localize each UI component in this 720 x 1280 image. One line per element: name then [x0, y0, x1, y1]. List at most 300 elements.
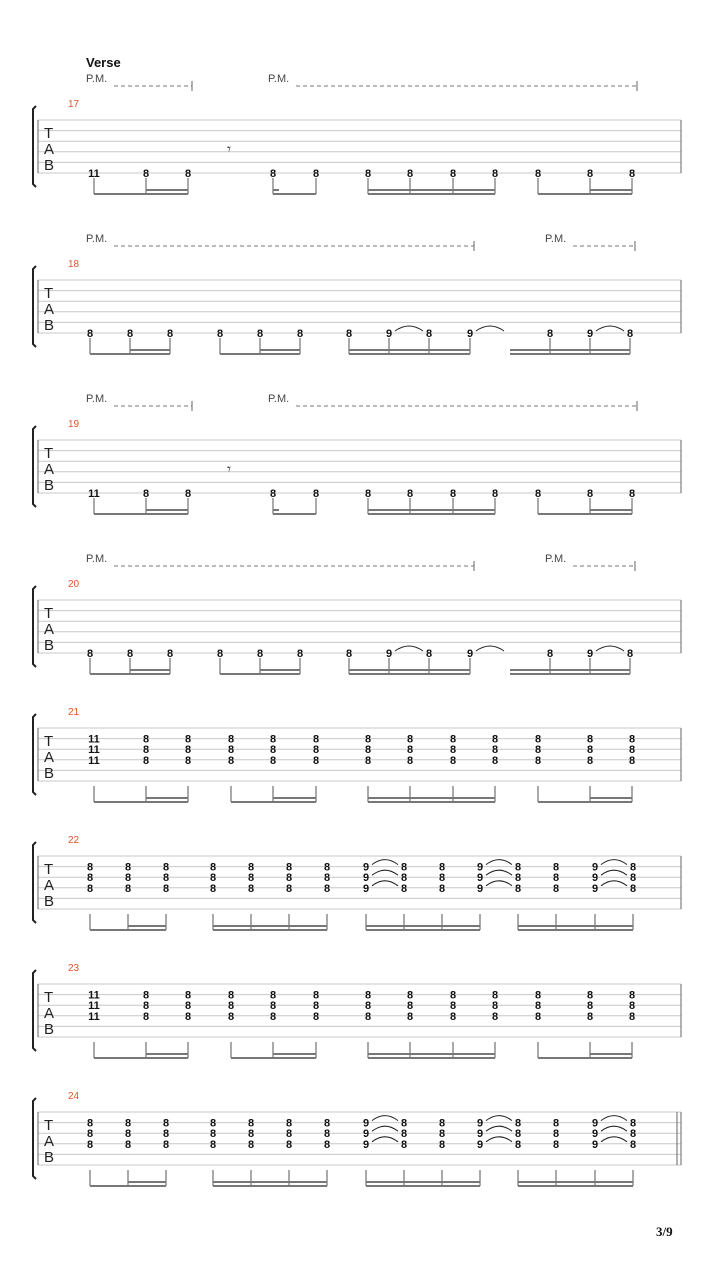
- tie-arc: [476, 646, 504, 651]
- tab-system: [33, 393, 681, 514]
- tab-letter-t: T: [44, 445, 54, 462]
- fret-number: 8: [86, 648, 94, 660]
- tab-letter-t: T: [44, 125, 54, 142]
- fret-number: 8: [162, 861, 170, 874]
- tab-letter-a: A: [44, 1133, 55, 1150]
- tab-letter-b: B: [44, 893, 55, 910]
- fret-number: 8: [227, 1010, 235, 1023]
- tie-arc: [601, 1126, 627, 1131]
- fret-number: 8: [629, 861, 637, 874]
- fret-number: 8: [364, 733, 372, 746]
- fret-number: 8: [296, 328, 304, 340]
- fret-number: 9: [466, 648, 474, 660]
- fret-number: 8: [345, 648, 353, 660]
- fret-number: 8: [162, 882, 170, 895]
- fret-number: 8: [285, 882, 293, 895]
- fret-number: 8: [216, 648, 224, 660]
- fret-number: 8: [626, 648, 634, 660]
- fret-number: 8: [552, 861, 560, 874]
- fret-number: 8: [184, 168, 192, 180]
- fret-number: 8: [629, 872, 637, 885]
- fret-number: 8: [438, 861, 446, 874]
- fret-number: 8: [142, 1000, 150, 1013]
- fret-number: 11: [88, 754, 100, 767]
- fret-number: 8: [364, 488, 372, 500]
- fret-number: 8: [86, 882, 94, 895]
- tab-letter-b: B: [44, 637, 55, 654]
- fret-number: 8: [256, 328, 264, 340]
- fret-number: 8: [142, 733, 150, 746]
- fret-number: 8: [323, 1128, 331, 1141]
- fret-number: 8: [323, 882, 331, 895]
- fret-number: 9: [385, 328, 393, 340]
- tab-letter-t: T: [44, 733, 54, 750]
- fret-number: 8: [491, 754, 499, 767]
- fret-number: 8: [514, 872, 522, 885]
- fret-number: 9: [466, 328, 474, 340]
- fret-number: 8: [400, 1128, 408, 1141]
- fret-number: 8: [628, 733, 636, 746]
- tab-letter-a: A: [44, 621, 55, 638]
- measure-number: 23: [68, 963, 80, 974]
- fret-number: 8: [126, 648, 134, 660]
- measure-number: 22: [68, 835, 80, 846]
- fret-number: 8: [124, 861, 132, 874]
- fret-number: 8: [629, 1128, 637, 1141]
- systems: [33, 73, 681, 1186]
- system-brace: [33, 714, 36, 795]
- system-brace: [33, 970, 36, 1051]
- tie-arc: [601, 860, 627, 865]
- fret-number: 9: [476, 1117, 484, 1130]
- palm-mute-label: P.M.: [545, 233, 567, 245]
- fret-number: 8: [166, 328, 174, 340]
- fret-number: 8: [628, 488, 636, 500]
- fret-number: 9: [591, 872, 599, 885]
- fret-number: 8: [628, 1000, 636, 1013]
- fret-number: 8: [269, 1010, 277, 1023]
- fret-number: 8: [227, 754, 235, 767]
- fret-number: 9: [362, 1128, 370, 1141]
- fret-number: 8: [364, 1010, 372, 1023]
- tie-arc: [372, 1116, 398, 1121]
- fret-number: 8: [491, 1000, 499, 1013]
- fret-number: 11: [88, 989, 100, 1002]
- fret-number: 8: [425, 648, 433, 660]
- fret-number: 8: [142, 1010, 150, 1023]
- fret-number: 8: [285, 872, 293, 885]
- tab-letter-a: A: [44, 877, 55, 894]
- measure-number: 21: [68, 707, 80, 718]
- palm-mute-label: P.M.: [86, 73, 108, 85]
- fret-number: 8: [400, 882, 408, 895]
- tab-letter-b: B: [44, 477, 55, 494]
- fret-number: 8: [269, 168, 277, 180]
- fret-number: 8: [364, 744, 372, 757]
- tab-letter-b: B: [44, 1021, 55, 1038]
- fret-number: 8: [406, 488, 414, 500]
- tie-arc: [372, 881, 398, 886]
- tab-letter-t: T: [44, 861, 54, 878]
- fret-number: 8: [269, 744, 277, 757]
- fret-number: 8: [449, 744, 457, 757]
- tab-system: [33, 707, 681, 802]
- fret-number: 8: [86, 861, 94, 874]
- fret-number: 8: [269, 989, 277, 1002]
- tab-letter-a: A: [44, 301, 55, 318]
- measure-number: 18: [68, 259, 80, 270]
- tie-arc: [601, 881, 627, 886]
- fret-number: 9: [476, 1128, 484, 1141]
- fret-number: 11: [88, 168, 100, 180]
- fret-number: 8: [586, 1000, 594, 1013]
- fret-number: 8: [449, 488, 457, 500]
- tab-letter-a: A: [44, 749, 55, 766]
- fret-number: 8: [546, 328, 554, 340]
- fret-number: 8: [586, 168, 594, 180]
- tab-system: [33, 553, 681, 674]
- fret-number: 8: [491, 989, 499, 1002]
- fret-number: 11: [88, 733, 100, 746]
- fret-number: 11: [88, 1000, 100, 1013]
- fret-number: 8: [400, 861, 408, 874]
- fret-number: 8: [184, 754, 192, 767]
- fret-number: 8: [184, 488, 192, 500]
- fret-number: 8: [534, 989, 542, 1002]
- tie-arc: [486, 1126, 512, 1131]
- fret-number: 8: [216, 328, 224, 340]
- tab-system: [33, 1091, 681, 1186]
- fret-number: 9: [591, 1128, 599, 1141]
- fret-number: 9: [476, 872, 484, 885]
- system-brace: [33, 586, 36, 667]
- fret-number: 9: [591, 1117, 599, 1130]
- measure-number: 17: [68, 99, 80, 110]
- fret-number: 11: [88, 488, 100, 500]
- fret-number: 8: [227, 744, 235, 757]
- system-brace: [33, 1098, 36, 1179]
- fret-number: 9: [362, 1117, 370, 1130]
- fret-number: 8: [86, 1117, 94, 1130]
- fret-number: 8: [586, 488, 594, 500]
- tab-letter-t: T: [44, 605, 54, 622]
- fret-number: 9: [591, 861, 599, 874]
- fret-number: 8: [162, 1138, 170, 1151]
- fret-number: 8: [491, 733, 499, 746]
- fret-number: 11: [88, 1010, 100, 1023]
- fret-number: 8: [534, 744, 542, 757]
- fret-number: 9: [476, 861, 484, 874]
- fret-number: 8: [247, 882, 255, 895]
- palm-mute-label: P.M.: [86, 553, 108, 565]
- tie-arc: [395, 326, 423, 331]
- fret-number: 8: [227, 733, 235, 746]
- tie-arc: [486, 1116, 512, 1121]
- fret-number: 8: [285, 1128, 293, 1141]
- fret-number: 8: [534, 488, 542, 500]
- fret-number: 8: [514, 1138, 522, 1151]
- fret-number: 8: [227, 1000, 235, 1013]
- fret-number: 8: [209, 882, 217, 895]
- fret-number: 8: [209, 1128, 217, 1141]
- tie-arc: [596, 326, 624, 331]
- measure-number: 19: [68, 419, 80, 430]
- fret-number: 8: [586, 744, 594, 757]
- fret-number: 9: [362, 882, 370, 895]
- fret-number: 8: [209, 1117, 217, 1130]
- tab-letter-t: T: [44, 285, 54, 302]
- tab-system: [33, 835, 681, 930]
- fret-number: 8: [406, 754, 414, 767]
- tie-arc: [601, 1137, 627, 1142]
- fret-number: 8: [209, 1138, 217, 1151]
- fret-number: 8: [312, 488, 320, 500]
- fret-number: 8: [142, 168, 150, 180]
- page-number: 3/9: [656, 1224, 673, 1239]
- fret-number: 8: [184, 1000, 192, 1013]
- fret-number: 8: [209, 861, 217, 874]
- fret-number: 8: [400, 872, 408, 885]
- fret-number: 8: [312, 1000, 320, 1013]
- fret-number: 8: [425, 328, 433, 340]
- fret-number: 8: [184, 733, 192, 746]
- fret-number: 8: [438, 1117, 446, 1130]
- fret-number: 8: [514, 882, 522, 895]
- fret-number: 8: [629, 882, 637, 895]
- fret-number: 8: [184, 744, 192, 757]
- fret-number: 8: [491, 744, 499, 757]
- fret-number: 9: [362, 861, 370, 874]
- fret-number: 8: [86, 872, 94, 885]
- fret-number: 8: [552, 1128, 560, 1141]
- fret-number: 8: [142, 488, 150, 500]
- tab-letter-t: T: [44, 989, 54, 1006]
- fret-number: 8: [269, 754, 277, 767]
- fret-number: 8: [534, 733, 542, 746]
- palm-mute-label: P.M.: [86, 233, 108, 245]
- fret-number: 9: [586, 328, 594, 340]
- fret-number: 8: [406, 168, 414, 180]
- fret-number: 8: [323, 861, 331, 874]
- tab-letter-a: A: [44, 461, 55, 478]
- fret-number: 8: [449, 168, 457, 180]
- fret-number: 8: [86, 1128, 94, 1141]
- fret-number: 8: [400, 1117, 408, 1130]
- fret-number: 8: [269, 488, 277, 500]
- tab-letter-a: A: [44, 141, 55, 158]
- fret-number: 8: [269, 733, 277, 746]
- fret-number: 8: [552, 1117, 560, 1130]
- fret-number: 8: [628, 744, 636, 757]
- fret-number: 8: [586, 989, 594, 1002]
- fret-number: 8: [586, 754, 594, 767]
- fret-number: 8: [162, 1128, 170, 1141]
- system-brace: [33, 842, 36, 923]
- fret-number: 8: [86, 328, 94, 340]
- fret-number: 8: [406, 733, 414, 746]
- fret-number: 8: [345, 328, 353, 340]
- fret-number: 8: [438, 882, 446, 895]
- fret-number: 9: [362, 1138, 370, 1151]
- tie-arc: [372, 870, 398, 875]
- fret-number: 8: [449, 1010, 457, 1023]
- fret-number: 8: [438, 872, 446, 885]
- fret-number: 8: [534, 754, 542, 767]
- palm-mute-label: P.M.: [545, 553, 567, 565]
- fret-number: 8: [552, 872, 560, 885]
- fret-number: 8: [491, 1010, 499, 1023]
- fret-number: 8: [285, 1117, 293, 1130]
- fret-number: 8: [247, 1128, 255, 1141]
- fret-number: 8: [209, 872, 217, 885]
- measure-number: 20: [68, 579, 80, 590]
- fret-number: 8: [142, 989, 150, 1002]
- fret-number: 8: [438, 1138, 446, 1151]
- tab-system: [33, 963, 681, 1058]
- fret-number: 8: [629, 1117, 637, 1130]
- fret-number: 8: [364, 989, 372, 1002]
- tab-letter-b: B: [44, 1149, 55, 1166]
- fret-number: 8: [285, 861, 293, 874]
- system-brace: [33, 106, 36, 187]
- tab-letter-b: B: [44, 765, 55, 782]
- fret-number: 8: [628, 1010, 636, 1023]
- fret-number: 9: [591, 882, 599, 895]
- fret-number: 8: [269, 1000, 277, 1013]
- fret-number: 8: [406, 989, 414, 1002]
- fret-number: 8: [247, 1138, 255, 1151]
- fret-number: 9: [385, 648, 393, 660]
- fret-number: 8: [142, 754, 150, 767]
- fret-number: 8: [586, 1010, 594, 1023]
- fret-number: 8: [491, 168, 499, 180]
- tie-arc: [601, 1116, 627, 1121]
- fret-number: 8: [256, 648, 264, 660]
- fret-number: 8: [247, 872, 255, 885]
- fret-number: 8: [86, 1138, 94, 1151]
- eighth-rest: 𝄾: [227, 141, 231, 158]
- fret-number: 8: [364, 754, 372, 767]
- fret-number: 8: [124, 1138, 132, 1151]
- fret-number: 8: [449, 754, 457, 767]
- fret-number: 8: [124, 1117, 132, 1130]
- fret-number: 8: [534, 1010, 542, 1023]
- fret-number: 8: [227, 989, 235, 1002]
- tab-letter-t: T: [44, 1117, 54, 1134]
- fret-number: 8: [406, 1000, 414, 1013]
- fret-number: 8: [247, 1117, 255, 1130]
- tie-arc: [372, 1126, 398, 1131]
- measure-number: 24: [68, 1091, 80, 1102]
- tab-letter-a: A: [44, 1005, 55, 1022]
- fret-number: 9: [586, 648, 594, 660]
- tab-letter-b: B: [44, 317, 55, 334]
- fret-number: 8: [323, 1138, 331, 1151]
- fret-number: 8: [449, 989, 457, 1002]
- fret-number: 11: [88, 744, 100, 757]
- fret-number: 8: [124, 882, 132, 895]
- tie-arc: [596, 646, 624, 651]
- tie-arc: [372, 860, 398, 865]
- fret-number: 8: [166, 648, 174, 660]
- fret-number: 8: [534, 168, 542, 180]
- fret-number: 8: [285, 1138, 293, 1151]
- fret-number: 8: [162, 872, 170, 885]
- fret-number: 8: [626, 328, 634, 340]
- fret-number: 8: [514, 1117, 522, 1130]
- fret-number: 8: [312, 733, 320, 746]
- fret-number: 8: [364, 1000, 372, 1013]
- fret-number: 8: [312, 744, 320, 757]
- fret-number: 8: [449, 733, 457, 746]
- fret-number: 8: [586, 733, 594, 746]
- fret-number: 8: [552, 1138, 560, 1151]
- fret-number: 8: [312, 754, 320, 767]
- tie-arc: [372, 1137, 398, 1142]
- fret-number: 8: [312, 168, 320, 180]
- fret-number: 8: [247, 861, 255, 874]
- fret-number: 8: [406, 744, 414, 757]
- fret-number: 8: [552, 882, 560, 895]
- fret-number: 8: [546, 648, 554, 660]
- fret-number: 8: [628, 168, 636, 180]
- tie-arc: [486, 881, 512, 886]
- system-brace: [33, 426, 36, 507]
- tie-arc: [601, 870, 627, 875]
- tab-letter-b: B: [44, 157, 55, 174]
- section-label: Verse: [86, 55, 121, 70]
- fret-number: 8: [534, 1000, 542, 1013]
- fret-number: 8: [364, 168, 372, 180]
- fret-number: 8: [514, 861, 522, 874]
- fret-number: 9: [362, 872, 370, 885]
- fret-number: 8: [514, 1128, 522, 1141]
- fret-number: 8: [162, 1117, 170, 1130]
- fret-number: 8: [142, 744, 150, 757]
- fret-number: 8: [628, 989, 636, 1002]
- fret-number: 9: [476, 882, 484, 895]
- tie-arc: [395, 646, 423, 651]
- fret-number: 8: [124, 872, 132, 885]
- fret-number: 8: [629, 1138, 637, 1151]
- fret-number: 8: [438, 1128, 446, 1141]
- tab-system: [33, 233, 681, 354]
- fret-number: 8: [184, 1010, 192, 1023]
- tie-arc: [486, 1137, 512, 1142]
- fret-number: 8: [126, 328, 134, 340]
- fret-number: 8: [628, 754, 636, 767]
- fret-number: 8: [449, 1000, 457, 1013]
- fret-number: 8: [323, 872, 331, 885]
- palm-mute-label: P.M.: [86, 393, 108, 405]
- fret-number: 8: [296, 648, 304, 660]
- tie-arc: [486, 860, 512, 865]
- fret-number: 8: [124, 1128, 132, 1141]
- fret-number: 9: [476, 1138, 484, 1151]
- fret-number: 8: [491, 488, 499, 500]
- fret-number: 8: [312, 989, 320, 1002]
- fret-number: 8: [323, 1117, 331, 1130]
- fret-number: 8: [184, 989, 192, 1002]
- fret-number: 9: [591, 1138, 599, 1151]
- fret-number: 8: [312, 1010, 320, 1023]
- tie-arc: [476, 326, 504, 331]
- palm-mute-label: P.M.: [268, 393, 290, 405]
- palm-mute-label: P.M.: [268, 73, 290, 85]
- tie-arc: [486, 870, 512, 875]
- tab-system: [33, 73, 681, 194]
- eighth-rest: 𝄾: [227, 461, 231, 478]
